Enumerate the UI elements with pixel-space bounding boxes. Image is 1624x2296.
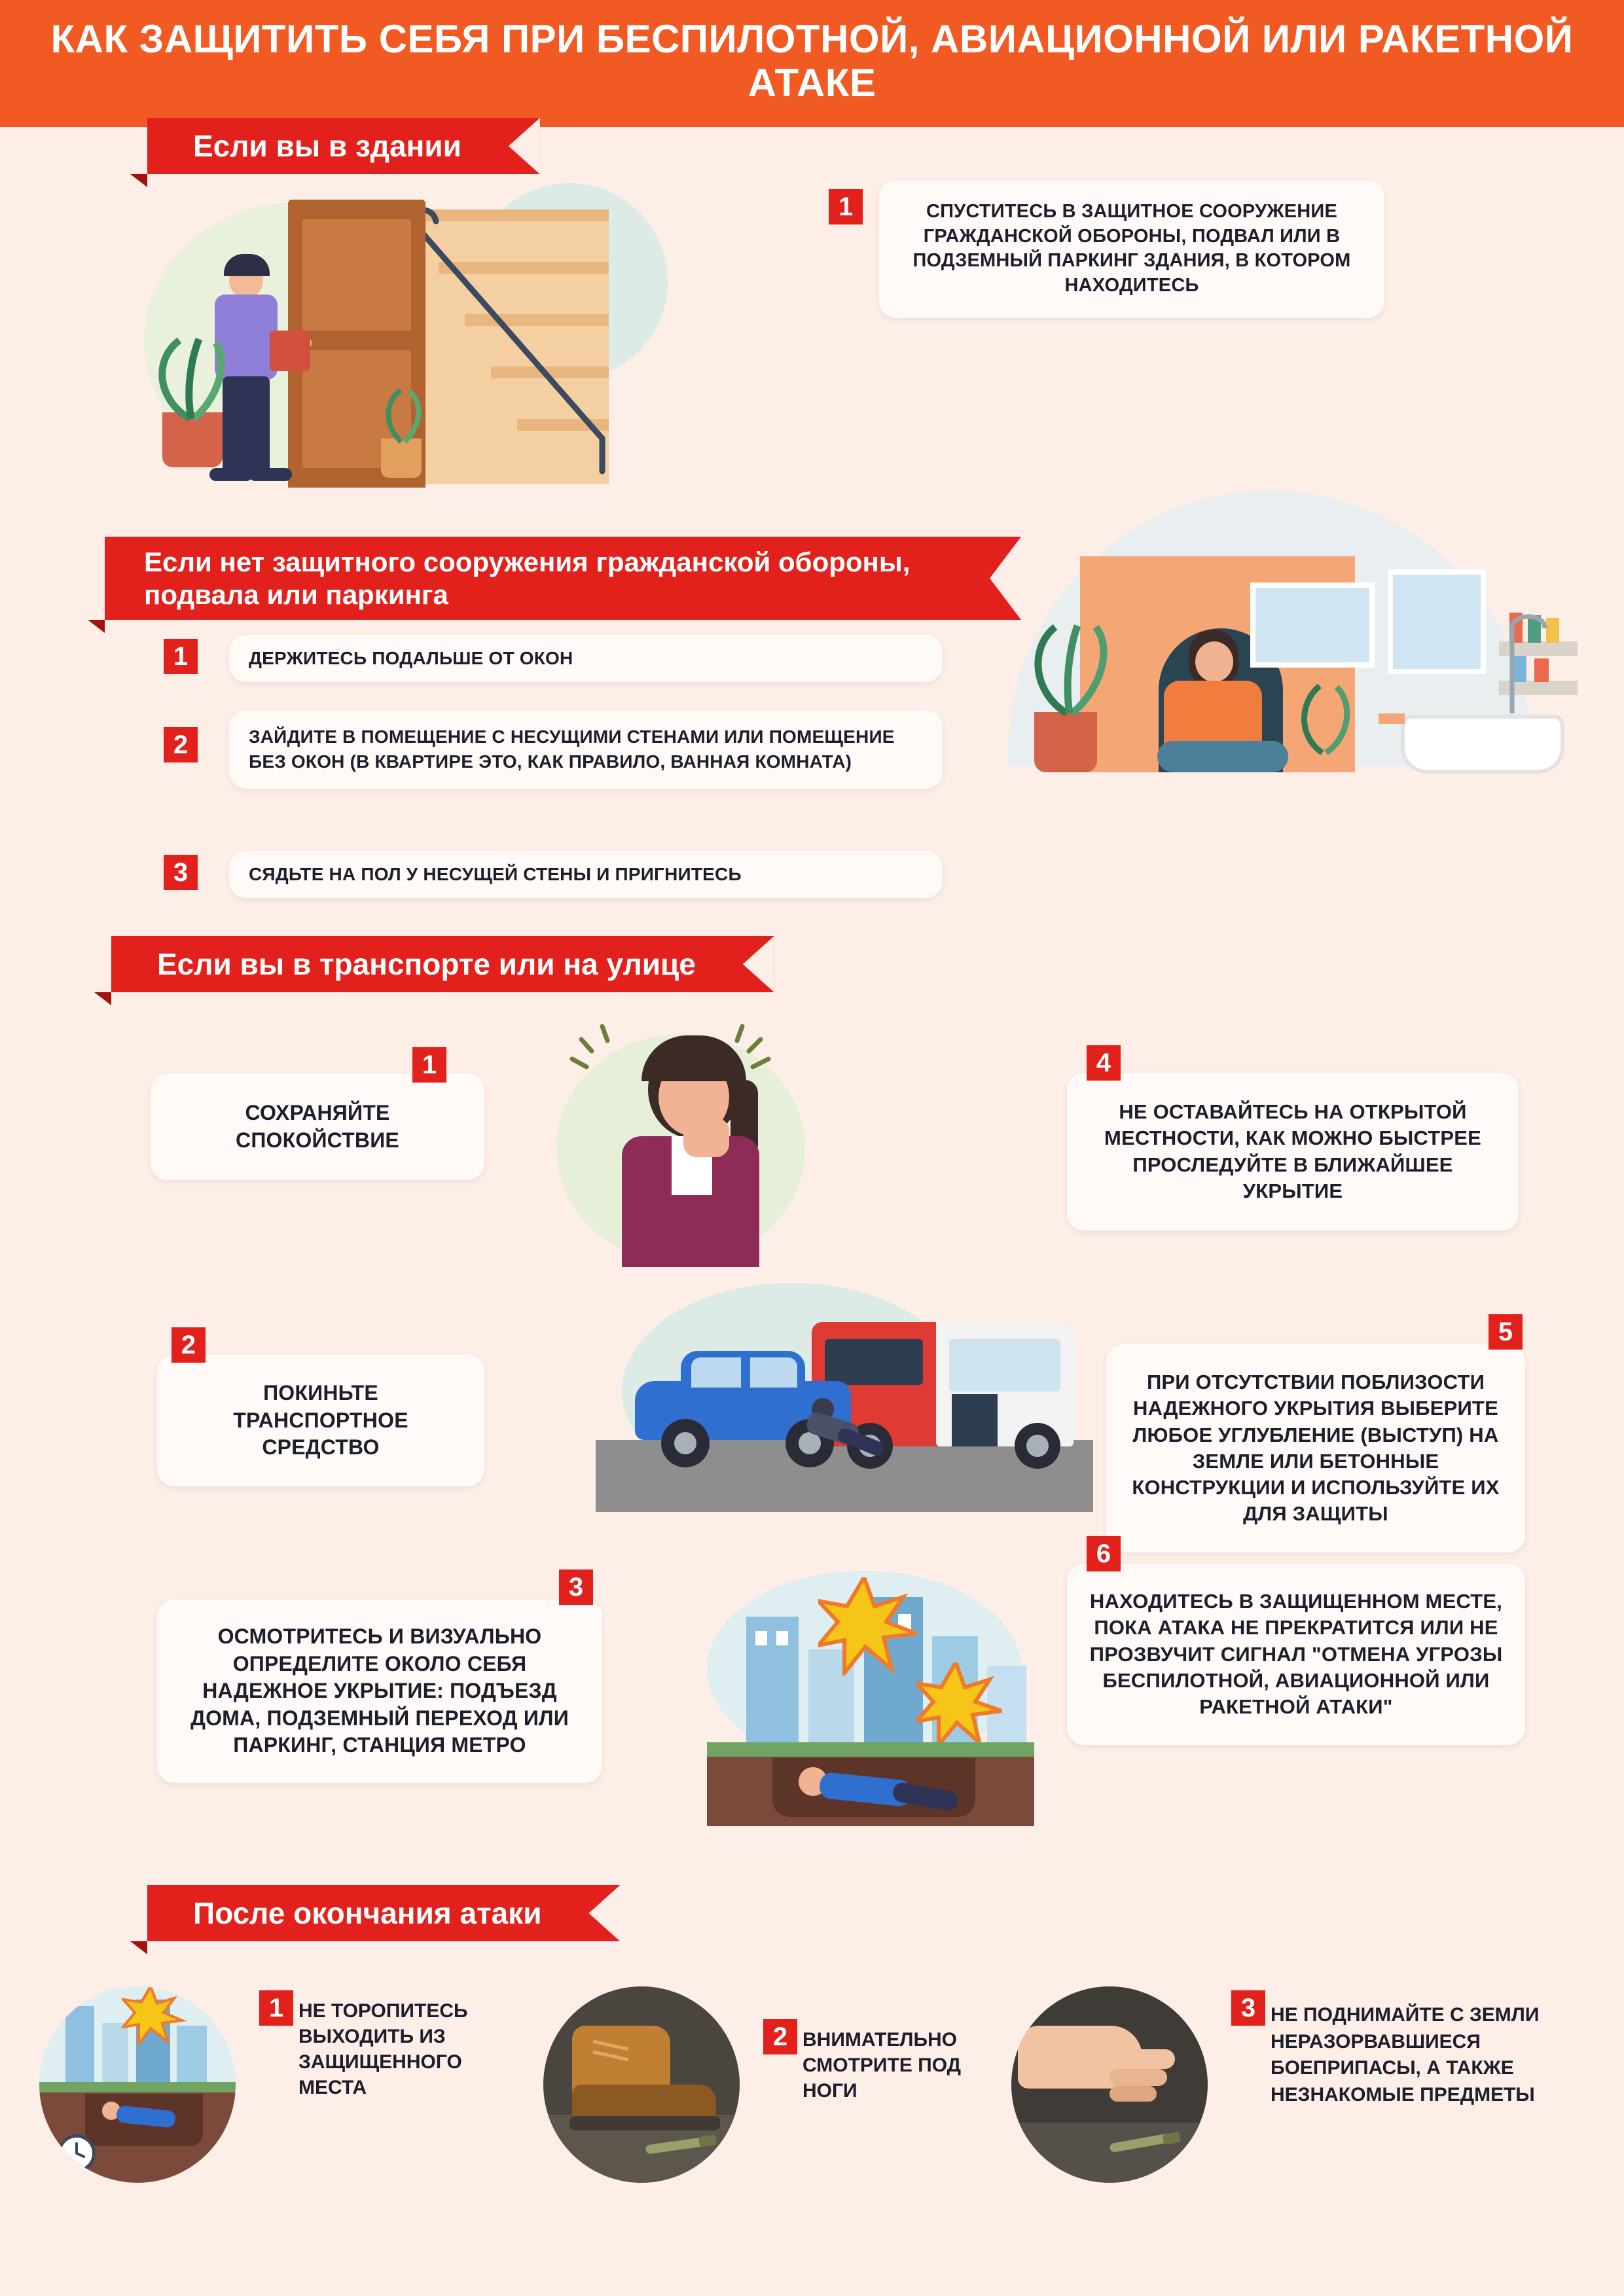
step-number: 2	[171, 1327, 206, 1363]
after-item-1-text: НЕ ТОРОПИТЕСЬ ВЫХОДИТЬ ИЗ ЗАЩИЩЕННОГО МЕСТА	[298, 2000, 468, 2098]
step-text: ДЕРЖИТЕСЬ ПОДАЛЬШЕ ОТ ОКОН	[229, 635, 943, 682]
step-text: НАХОДИТЕСЬ В ЗАЩИЩЕННОМ МЕСТЕ, ПОКА АТАКА НЕ ПРЕКРАТИТСЯ ИЛИ НЕ ПРОЗВУЧИТ СИГНАЛ "ОТМЕНА УГРОЗЫ БЕСПИЛОТНОЙ, АВИАЦИОННОЙ ИЛИ РАКЕТНОЙ АТАКИ"	[1067, 1564, 1525, 1745]
step-text: СОХРАНЯЙТЕ СПОКОЙСТВИЕ	[151, 1073, 484, 1180]
ribbon-tail	[88, 620, 105, 633]
illustration-car-bus-scene	[596, 1283, 1093, 1512]
step-text: ПОКИНЬТЕ ТРАНСПОРТНОЕ СРЕДСТВО	[157, 1355, 484, 1486]
banner-in-building-label: Если вы в здании	[193, 129, 461, 163]
step-text: СПУСТИТЕСЬ В ЗАЩИТНОЕ СООРУЖЕНИЕ ГРАЖДАНСКОЙ ОБОРОНЫ, ПОДВАЛ ИЛИ В ПОДЗЕМНЫЙ ПАРКИНГ ЗДАНИЯ, В КОТОРОМ НАХОДИТЕСЬ	[879, 180, 1384, 318]
step-number: 6	[1087, 1536, 1121, 1571]
step-number: 3	[559, 1570, 593, 1605]
ribbon-notch	[743, 936, 774, 992]
step-row-noshelter-1	[164, 635, 943, 682]
step-number: 1	[259, 1990, 293, 2026]
after-item-2-text: ВНИМАТЕЛЬНО СМОТРИТЕ ПОД НОГИ	[803, 2029, 962, 2102]
illustration-bathroom-scene	[995, 484, 1545, 812]
step-number: 2	[164, 727, 198, 762]
step-card-transport-1	[151, 1050, 484, 1180]
step-text: ОСМОТРИТЕСЬ И ВИЗУАЛЬНО ОПРЕДЕЛИТЕ ОКОЛО СЕБЯ НАДЕЖНОЕ УКРЫТИЕ: ПОДЪЕЗД ДОМА, ПОДЗЕМНЫЙ ПЕРЕХОД ИЛИ ПАРКИНГ, СТАНЦИЯ МЕТРО	[157, 1600, 602, 1783]
illustration-explosion-city	[668, 1571, 1074, 1826]
step-number: 1	[412, 1047, 446, 1083]
step-number: 5	[1489, 1314, 1523, 1350]
step-row-noshelter-3	[164, 851, 943, 898]
illustration-worried-woman	[543, 1008, 818, 1289]
banner-after-attack-label: После окончания атаки	[193, 1896, 542, 1930]
step-text: ПРИ ОТСУТСТВИИ ПОБЛИЗОСТИ НАДЕЖНОГО УКРЫТИЯ ВЫБЕРИТЕ ЛЮБОЕ УГЛУБЛЕНИЕ (ВЫСТУП) НА ЗЕМЛЕ ИЛИ БЕТОННЫЕ КОНСТРУКЦИИ И ИСПОЛЬЗУЙТЕ ИХ ДЛЯ ЗАЩИТЫ	[1106, 1344, 1525, 1552]
illustration-after-boot	[543, 1986, 740, 2183]
ribbon-tail	[94, 992, 111, 1005]
illustration-door-scene	[131, 164, 674, 511]
ribbon-tail	[130, 1941, 147, 1954]
step-card-transport-2	[157, 1331, 484, 1486]
step-text: СЯДЬТЕ НА ПОЛ У НЕСУЩЕЙ СТЕНЫ И ПРИГНИТЕСЬ	[229, 851, 943, 898]
step-row-noshelter-2	[164, 710, 943, 789]
banner-transport	[111, 936, 774, 992]
step-card-transport-3	[157, 1573, 602, 1783]
banner-no-shelter-label: Если нет защитного сооружения гражданской обороны, подвала или паркинга	[144, 547, 911, 610]
banner-after-attack	[147, 1885, 620, 1941]
banner-transport-label: Если вы в транспорте или на улице	[157, 947, 696, 981]
step-number: 3	[1231, 1990, 1265, 2026]
step-number: 3	[164, 855, 198, 890]
step-number: 4	[1087, 1045, 1121, 1081]
ribbon-notch	[588, 1885, 620, 1941]
illustration-after-hand	[1011, 1986, 1208, 2183]
banner-no-shelter	[105, 537, 1021, 620]
step-card-transport-4	[1067, 1049, 1519, 1230]
step-card-transport-5	[1106, 1318, 1525, 1552]
step-number: 1	[829, 189, 863, 224]
step-number: 2	[763, 2019, 797, 2054]
step-number: 1	[164, 639, 198, 674]
step-card-transport-6	[1067, 1539, 1525, 1745]
illustration-after-trench	[39, 1986, 236, 2183]
step-text: НЕ ОСТАВАЙТЕСЬ НА ОТКРЫТОЙ МЕСТНОСТИ, КАК МОЖНО БЫСТРЕЕ ПРОСЛЕДУЙТЕ В БЛИЖАЙШЕЕ УКРЫТИЕ	[1067, 1073, 1519, 1230]
step-card-building-1	[828, 180, 1384, 318]
step-text: ЗАЙДИТЕ В ПОМЕЩЕНИЕ С НЕСУЩИМИ СТЕНАМИ ИЛИ ПОМЕЩЕНИЕ БЕЗ ОКОН (В КВАРТИРЕ ЭТО, КАК ПРАВИЛО, ВАННАЯ КОМНАТА)	[229, 710, 943, 789]
page-header	[0, 0, 1624, 127]
after-item-3-text: НЕ ПОДНИМАЙТЕ С ЗЕМЛИ НЕРАЗОРВАВШИЕСЯ БОЕПРИПАСЫ, А ТАКЖЕ НЕЗНАКОМЫЕ ПРЕДМЕТЫ	[1271, 2004, 1540, 2106]
page-title: КАК ЗАЩИТИТЬ СЕБЯ ПРИ БЕСПИЛОТНОЙ, АВИАЦИОННОЙ ИЛИ РАКЕТНОЙ АТАКЕ	[50, 17, 1574, 105]
